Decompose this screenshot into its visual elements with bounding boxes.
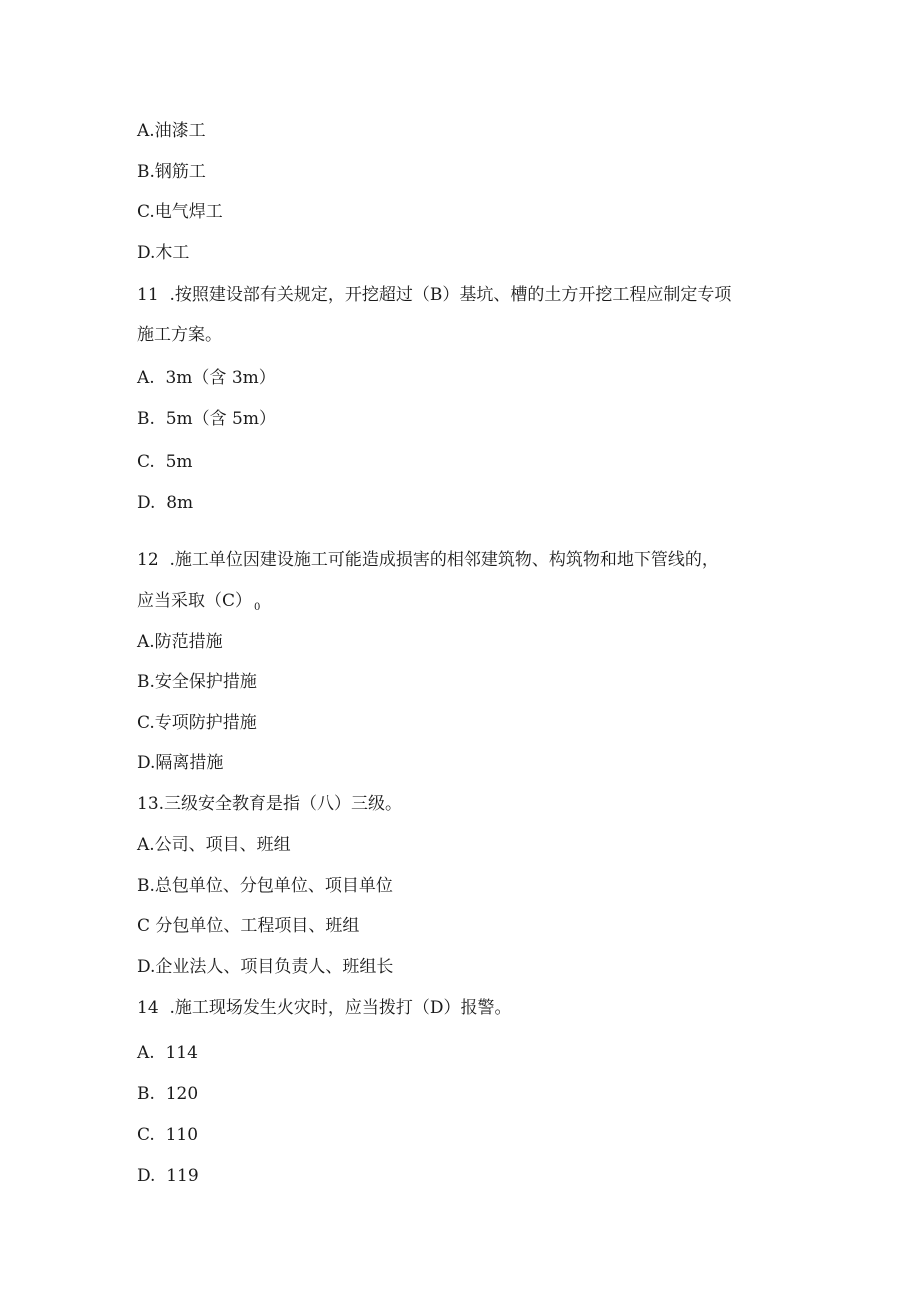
q13-option-a: A.公司、项目、班组 (137, 835, 291, 855)
q14-option-a: A. 114 (137, 1043, 198, 1063)
q12-question-line2 (137, 590, 260, 619)
q14-option-d: D. 119 (137, 1166, 199, 1186)
q10-option-a: A.油漆工 (137, 121, 206, 141)
q10-option-c: C.电气焊工 (137, 202, 223, 222)
q12-option-d: D.隔离措施 (137, 753, 224, 773)
q12-option-c: C.专项防护措施 (137, 713, 257, 733)
q11-option-a: A. 3m（含 3m） (137, 368, 276, 388)
q12-question-line1: 12 .施工单位因建设施工可能造成损害的相邻建筑物、构筑物和地下管线的， (137, 550, 719, 570)
q12-question-line2-text: 应当采取（C） (137, 591, 253, 611)
q10-option-b: B.钢筋工 (137, 162, 206, 182)
q14-option-b: B. 120 (137, 1084, 199, 1104)
q11-question-line2: 施工方案。 (137, 325, 222, 345)
q11-option-c: C. 5m (137, 452, 193, 472)
q12-option-a: A.防范措施 (137, 632, 223, 652)
q13-option-c: C 分包单位、工程项目、班组 (137, 916, 360, 936)
q13-option-b: B.总包单位、分包单位、项目单位 (137, 876, 393, 896)
q13-question-line1: 13.三级安全教育是指（八）三级。 (137, 794, 403, 814)
q12-option-b: B.安全保护措施 (137, 672, 257, 692)
q14-question-line1: 14 .施工现场发生火灾时，应当拨打（D）报警。 (137, 998, 512, 1018)
q11-option-b: B. 5m（含 5m） (137, 409, 276, 429)
q13-option-d: D.企业法人、项目负责人、班组长 (137, 957, 394, 977)
q10-option-d: D.木工 (137, 243, 190, 263)
q11-question-line1: 11 .按照建设部有关规定，开挖超过（B）基坑、槽的土方开挖工程应制定专项 (137, 285, 732, 305)
q11-option-d: D. 8m (137, 493, 194, 513)
q14-option-c: C. 110 (137, 1125, 199, 1145)
q12-question-line2-suffix: 0 (254, 602, 261, 613)
